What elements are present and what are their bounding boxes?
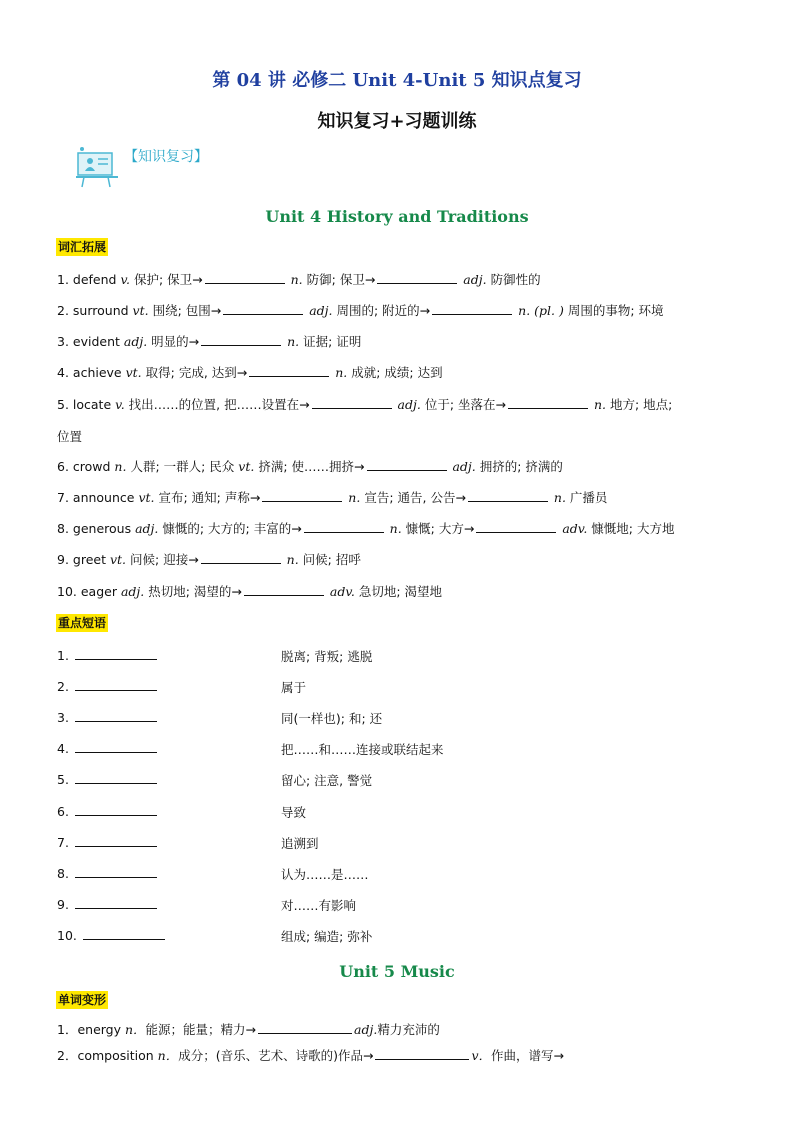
part-of-speech: n.: [344, 490, 365, 505]
answer-blank[interactable]: [312, 396, 392, 409]
part-of-speech: adj.: [393, 397, 425, 412]
answer-blank[interactable]: [83, 927, 165, 940]
vocab-meaning: 热切地; 渴望的→: [148, 584, 242, 599]
vocab-meaning: 挤满; 使……拥挤→: [258, 459, 365, 474]
vocab-meaning: 证据; 证明: [303, 334, 362, 349]
answer-blank[interactable]: [367, 458, 447, 471]
section-banner: [74, 143, 208, 193]
vocab-tag: 词汇拓展: [58, 240, 107, 254]
answer-blank[interactable]: [258, 1021, 352, 1034]
vocab-item: [57, 302, 664, 320]
vocab-item: [57, 396, 672, 414]
item-number: 5.: [57, 397, 73, 412]
item-number: 2．: [57, 1048, 78, 1063]
vocab-meaning: 围绕; 包围→: [152, 303, 222, 318]
item-number: 7.: [57, 834, 73, 850]
item-number: 5.: [57, 772, 73, 788]
item-number: 7.: [57, 490, 73, 505]
phrase-item: [57, 740, 159, 756]
vocab-meaning: 周围的; 附近的→: [336, 303, 431, 318]
answer-blank[interactable]: [508, 396, 588, 409]
phrase-item: [57, 647, 159, 663]
part-of-speech: n.: [385, 521, 406, 536]
part-of-speech: adj.: [448, 459, 480, 474]
unit4-heading: Unit 4 History and Traditions: [265, 207, 529, 226]
word-form-item: [57, 1021, 440, 1039]
vocab-meaning: 精力充沛的: [377, 1022, 440, 1037]
item-number: 8.: [57, 521, 73, 536]
part-of-speech: adj.: [354, 1022, 378, 1037]
word-form-item: [57, 1047, 564, 1065]
item-number: 2.: [57, 679, 73, 695]
vocab-meaning: 慷慨的; 大方的; 丰富的→: [162, 521, 302, 536]
answer-blank[interactable]: [375, 1047, 469, 1060]
answer-blank[interactable]: [201, 333, 281, 346]
phrase-meaning: 留心; 注意, 警觉: [281, 773, 373, 789]
vocab-meaning: 拥挤的; 挤满的: [479, 459, 563, 474]
part-of-speech: n.: [282, 552, 303, 567]
vocab-word: locate: [72, 397, 112, 412]
part-of-speech: vt.: [121, 365, 146, 380]
answer-blank[interactable]: [75, 771, 157, 784]
vocab-meaning: 成分；(音乐、艺术、诗歌的)作品→: [178, 1048, 374, 1063]
vocab-word: generous: [72, 521, 132, 536]
word-form-tag: 单词变形: [58, 993, 107, 1007]
vocab-item: [57, 489, 607, 507]
vocab-item: [57, 583, 442, 601]
item-number: 1．: [57, 1022, 78, 1037]
answer-blank[interactable]: [75, 803, 157, 816]
part-of-speech: adv.: [325, 584, 359, 599]
part-of-speech: v.: [111, 397, 129, 412]
vocab-meaning: 明显的→: [151, 334, 200, 349]
vocab-meaning: 慷慨; 大方→: [405, 521, 475, 536]
part-of-speech: n.: [331, 365, 352, 380]
vocab-word: surround: [72, 303, 129, 318]
part-of-speech: n.: [590, 397, 610, 412]
answer-blank[interactable]: [75, 678, 157, 691]
phrase-item: [57, 771, 159, 787]
phrase-meaning: 组成; 编造; 弥补: [281, 928, 373, 944]
phrase-meaning: 脱离; 背叛; 逃脱: [281, 649, 373, 664]
item-number: 9.: [57, 896, 73, 912]
answer-blank[interactable]: [75, 896, 157, 909]
vocab-meaning: 急切地; 渴望地: [358, 584, 443, 599]
part-of-speech: adj.: [119, 334, 152, 349]
part-of-speech: vt.: [238, 459, 259, 474]
vocab-meaning: 广播员: [569, 490, 608, 505]
item-number: 6.: [57, 459, 73, 474]
answer-blank[interactable]: [75, 740, 157, 753]
vocab-word: achieve: [72, 365, 122, 380]
part-of-speech: adv.: [558, 521, 592, 536]
part-of-speech: adj.: [131, 521, 163, 536]
vocab-meaning: 位于; 坐落在→: [424, 397, 506, 412]
answer-blank[interactable]: [304, 520, 384, 533]
phrase-item: [57, 865, 159, 881]
vocab-meaning: 地方; 地点;: [609, 397, 673, 412]
classroom-icon: [74, 143, 120, 189]
answer-blank[interactable]: [244, 583, 324, 596]
answer-blank[interactable]: [205, 271, 285, 284]
vocab-word: composition: [77, 1048, 154, 1063]
vocab-meaning: 能源；能量；精力→: [145, 1022, 257, 1037]
part-of-speech: v.: [116, 272, 134, 287]
vocab-word: evident: [72, 334, 120, 349]
item-number: 1.: [57, 648, 73, 663]
item-number: 3.: [57, 710, 73, 726]
answer-blank[interactable]: [75, 709, 157, 722]
item-number: 2.: [57, 303, 73, 318]
part-of-speech: n. (pl. ): [514, 303, 568, 318]
vocab-meaning: 宣告; 通告, 公告→: [364, 490, 466, 505]
phrase-meaning: 同(一样也); 和; 还: [281, 711, 383, 727]
unit5-heading: Unit 5 Music: [339, 962, 455, 981]
vocab-meaning: 周围的事物; 环境: [567, 303, 664, 318]
item-number: 1.: [57, 272, 73, 287]
vocab-word: crowd: [72, 459, 111, 474]
item-number: 10.: [57, 584, 81, 599]
vocab-word: energy: [77, 1022, 122, 1037]
vocab-meaning: 防御性的: [490, 272, 541, 287]
vocab-word: greet: [72, 552, 106, 567]
phrase-meaning: 追溯到: [281, 835, 319, 851]
part-of-speech: n．: [121, 1022, 146, 1037]
answer-blank[interactable]: [249, 364, 329, 377]
vocab-item: [57, 271, 541, 289]
answer-blank[interactable]: [377, 271, 457, 284]
phrase-item: [57, 927, 167, 943]
vocab-meaning: 取得; 完成, 达到→: [145, 365, 248, 380]
phrase-item: [57, 896, 159, 912]
part-of-speech: adj.: [459, 272, 491, 287]
vocab-continuation: 位置: [57, 429, 83, 444]
item-number: 6.: [57, 803, 73, 819]
vocab-item: [57, 520, 674, 538]
answer-blank[interactable]: [476, 520, 556, 533]
item-number: 4.: [57, 741, 73, 757]
vocab-meaning: 问候; 迎接→: [130, 552, 199, 567]
part-of-speech: adj.: [116, 584, 149, 599]
answer-blank[interactable]: [223, 302, 303, 315]
vocab-meaning: 慷慨地; 大方地: [591, 521, 675, 536]
part-of-speech: vt.: [134, 490, 159, 505]
vocab-word: defend: [72, 272, 117, 287]
phrase-tag: 重点短语: [58, 616, 107, 630]
vocab-word: eager: [80, 584, 117, 599]
vocab-meaning: 防御; 保卫→: [306, 272, 376, 287]
phrase-item: [57, 709, 159, 725]
part-of-speech: vt.: [128, 303, 153, 318]
phrase-item: [57, 803, 159, 819]
vocab-item: [57, 458, 563, 476]
vocab-meaning: 作曲，谱写→: [491, 1048, 564, 1063]
vocab-meaning: 成就; 成绩; 达到: [351, 365, 443, 380]
phrase-meaning: 对……有影响: [281, 897, 357, 913]
phrase-item: [57, 678, 159, 694]
part-of-speech: n.: [286, 272, 307, 287]
item-number: 3.: [57, 334, 73, 349]
phrase-item: [57, 834, 159, 850]
phrase-meaning: 把……和……连接或联结起来: [281, 742, 444, 758]
answer-blank[interactable]: [468, 489, 548, 502]
vocab-item: [57, 551, 361, 569]
answer-blank[interactable]: [75, 865, 157, 878]
page-title: 第 04 讲 必修二 Unit 4-Unit 5 知识点复习: [212, 70, 582, 91]
answer-blank[interactable]: [75, 834, 157, 847]
part-of-speech: n.: [110, 459, 131, 474]
part-of-speech: n.: [549, 490, 570, 505]
part-of-speech: vt.: [106, 552, 131, 567]
phrase-meaning: 认为……是……: [281, 866, 369, 882]
part-of-speech: n.: [283, 334, 304, 349]
item-number: 8.: [57, 865, 73, 881]
vocab-item: [57, 333, 361, 351]
part-of-speech: n．: [153, 1048, 179, 1063]
banner-label: 【知识复习】: [124, 149, 208, 165]
answer-blank[interactable]: [75, 647, 157, 660]
vocab-meaning: 问候; 招呼: [302, 552, 361, 567]
vocab-item: [57, 364, 443, 382]
vocab-word: announce: [72, 490, 135, 505]
page-subtitle: 知识复习+习题训练: [317, 111, 477, 132]
vocab-meaning: 保护; 保卫→: [133, 272, 203, 287]
vocab-meaning: 人群; 一群人; 民众: [130, 459, 239, 474]
answer-blank[interactable]: [262, 489, 342, 502]
item-number: 9.: [57, 552, 73, 567]
vocab-meaning: 宣布; 通知; 声称→: [158, 490, 261, 505]
part-of-speech: v．: [471, 1048, 491, 1063]
answer-blank[interactable]: [201, 551, 281, 564]
vocab-item: [57, 428, 82, 446]
phrase-meaning: 属于: [281, 680, 307, 696]
answer-blank[interactable]: [432, 302, 512, 315]
item-number: 4.: [57, 365, 73, 380]
part-of-speech: adj.: [305, 303, 337, 318]
item-number: 10.: [57, 927, 81, 943]
phrase-meaning: 导致: [281, 804, 307, 820]
vocab-meaning: 找出……的位置, 把……设置在→: [128, 397, 310, 412]
